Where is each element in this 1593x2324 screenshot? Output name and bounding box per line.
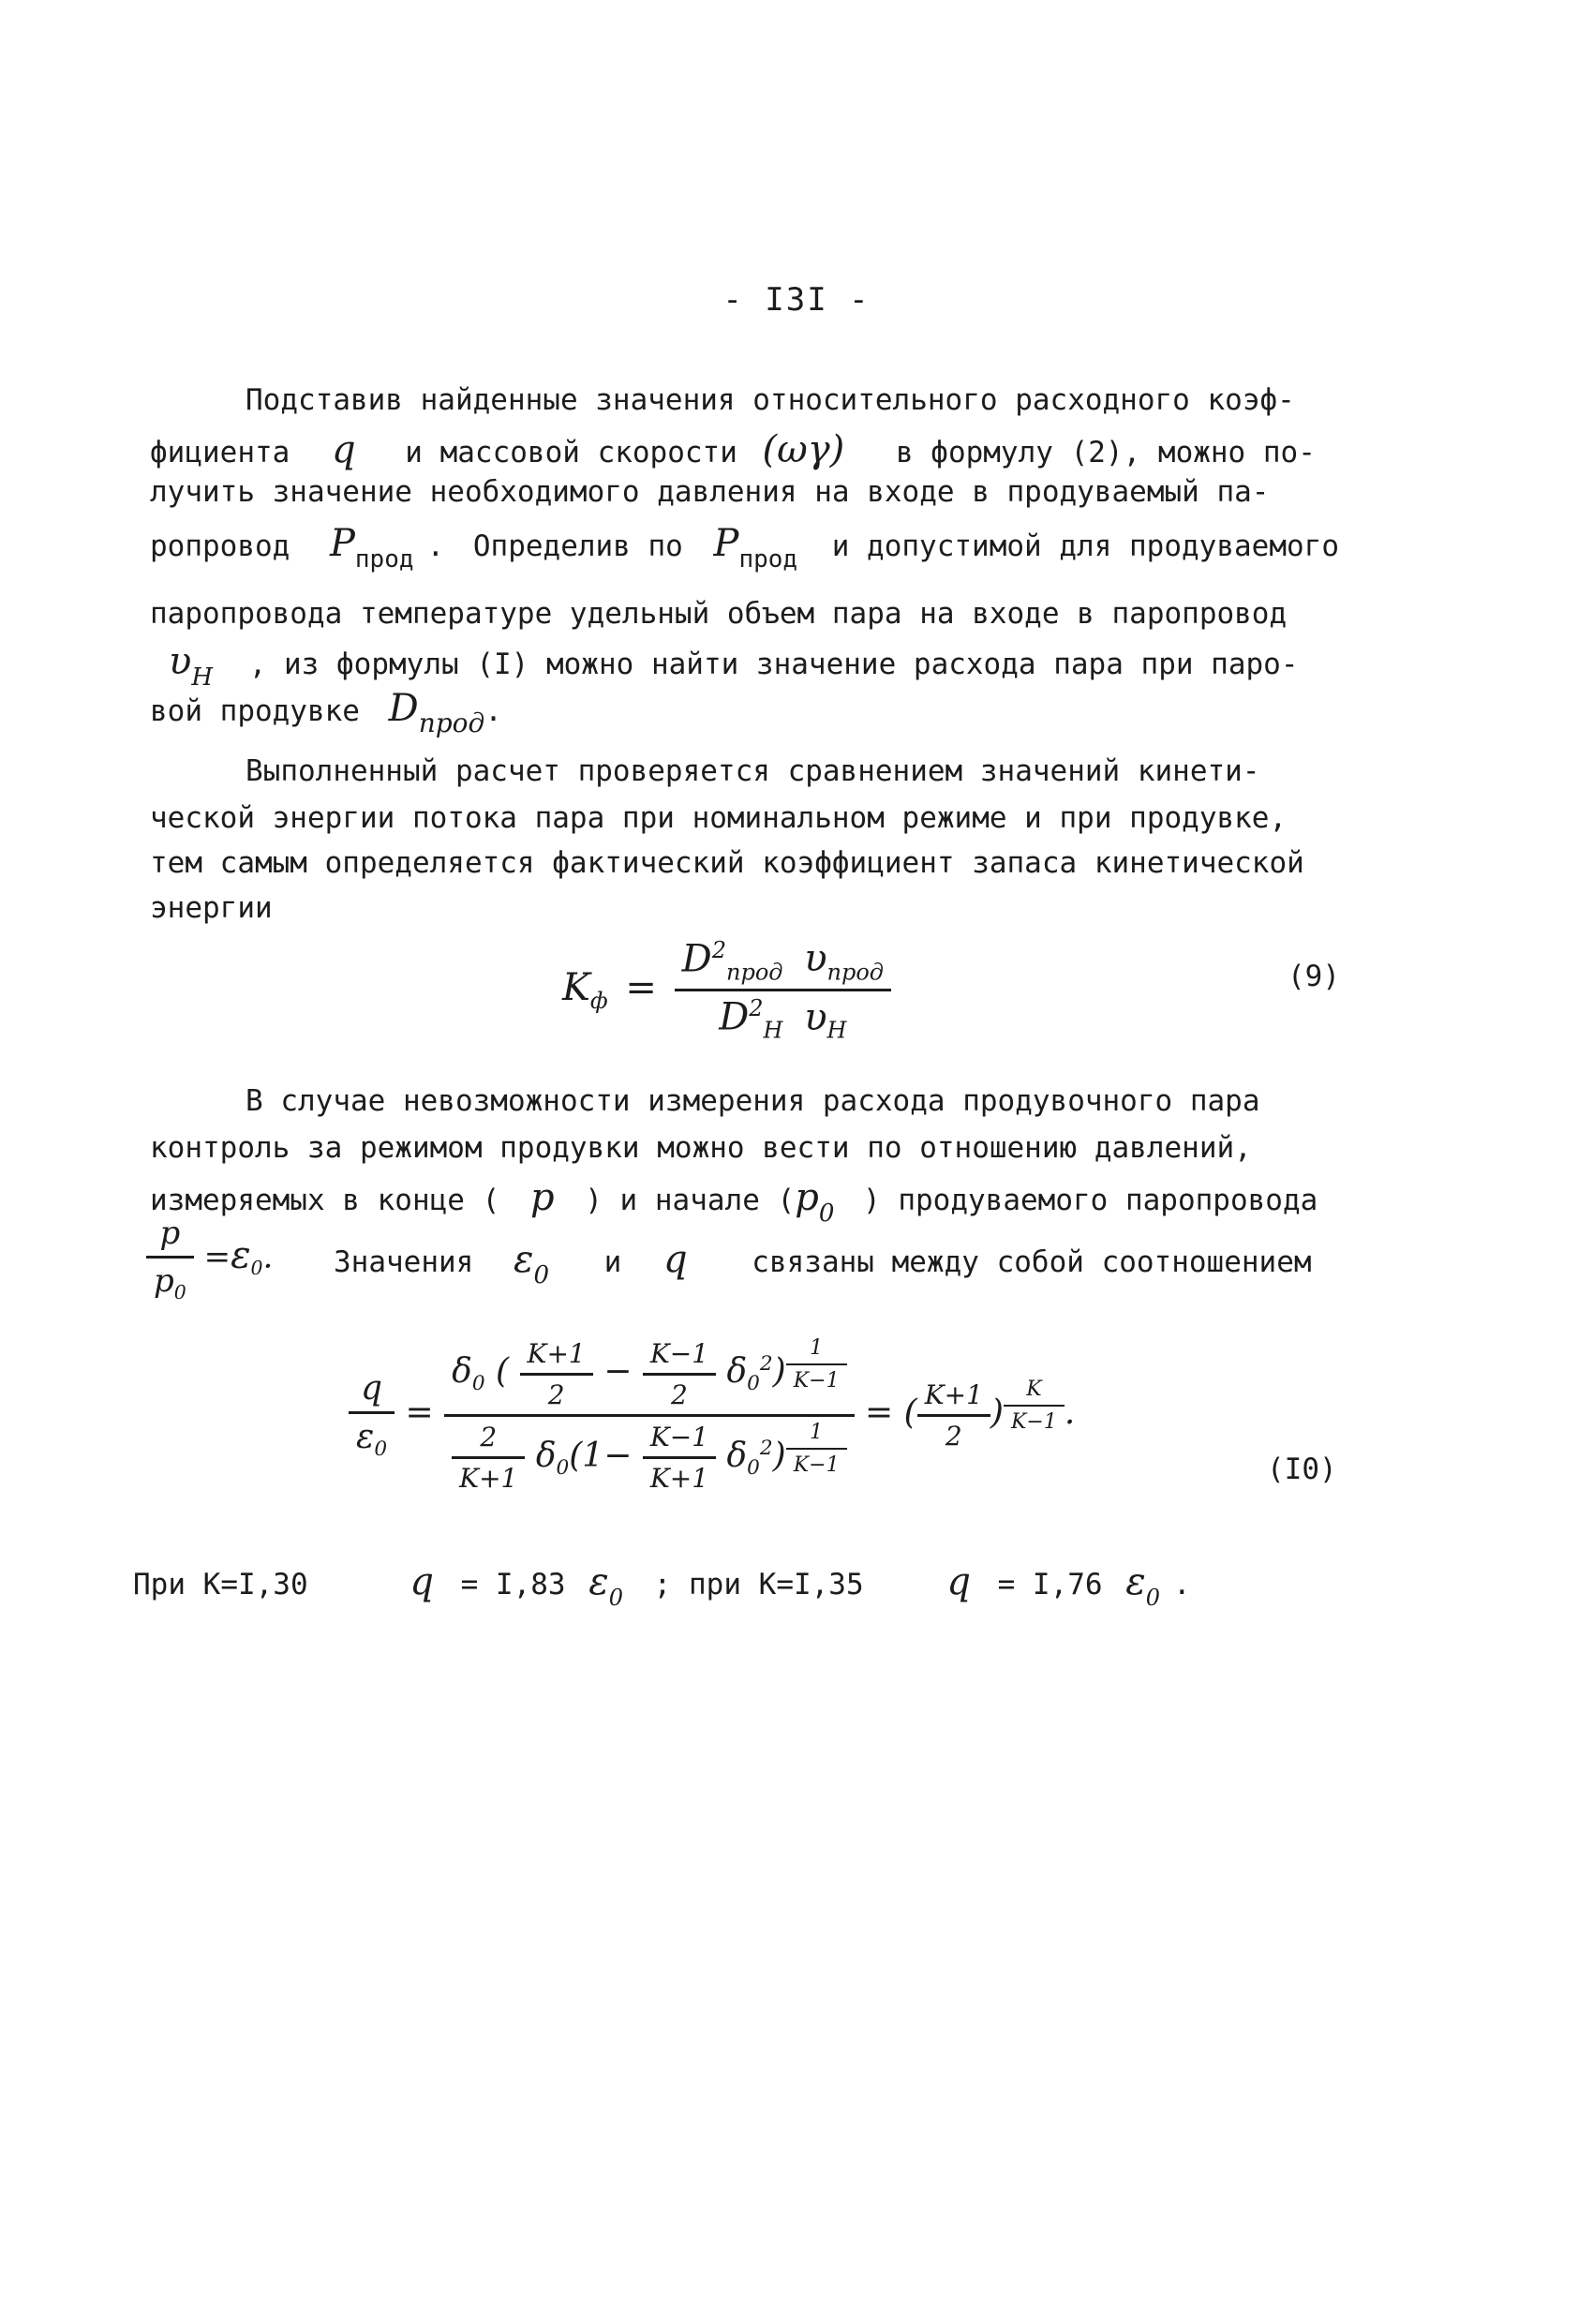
- p1-line4-b: Определив по: [472, 529, 683, 563]
- ratio-den: p: [154, 1262, 174, 1300]
- p2-line4: энергии: [150, 891, 273, 925]
- p3-line4-c: связаны между собой соотношением: [752, 1245, 1312, 1279]
- final-q2: q: [946, 1560, 971, 1603]
- p2-line1: Выполненный расчет проверяется сравнением значений кинети-: [246, 754, 1260, 788]
- eq10-lhs: [349, 1369, 395, 1461]
- p3-line3-a: измеряемых в конце (: [150, 1184, 500, 1217]
- p3-line2: контроль за режимом продувки можно вести по отношению давлений,: [150, 1131, 1252, 1165]
- math-v: υ: [169, 640, 192, 683]
- math-eps: ε: [513, 1238, 534, 1281]
- p1-line4: ропровод $P_{прод}$ . Определив по $P_{прод}$ и допустимой для продуваемого: [150, 522, 1339, 574]
- equation-10: $\frac{q}{\varepsilon_0}$ = $\delta_0$ ( $\frac{K+1}{2}$ − $\frac{K-1}{2}$ $\delta_0^2$) $^{\frac{1}{K-1}}$ $\frac{2}{K+1}$ $\delta_0(1-$ $\frac{K-1}{K+1}$ $\delta_0^2$) $^{\frac{1}{K-1}}$ = ( $\frac{K+1}{2}$ ) $^{\frac{K}{K-1}}$ .: [349, 1336, 1075, 1494]
- final-q1: q: [409, 1560, 434, 1603]
- final-eps1-sub: 0: [608, 1585, 623, 1611]
- math-p0: p: [795, 1176, 819, 1219]
- math-P-sub: прод: [354, 545, 414, 574]
- ratio-num: p: [159, 1214, 181, 1252]
- p1-line2-b: и массовой скорости: [405, 436, 737, 469]
- page-number: - I3I -: [722, 281, 871, 319]
- eq9-den-D-sub: Н: [763, 1017, 783, 1044]
- math-q: q: [331, 428, 356, 471]
- eq9-num-v-sub: прод: [826, 959, 885, 986]
- eq9-den-v: υ: [804, 995, 827, 1039]
- eq9-den-v-sub: Н: [826, 1017, 847, 1044]
- p1-line7: вой продувке Dпрод.: [150, 687, 502, 738]
- p1-line2-a: фициента: [150, 436, 290, 469]
- p3-line3-c: ) продуваемого паропровода: [863, 1184, 1318, 1217]
- ratio-p-p0: $\frac{p}{p_0}$ $=\varepsilon_0$.: [146, 1214, 273, 1304]
- ratio-den-sub: 0: [173, 1280, 186, 1304]
- final-d: = I,76: [997, 1568, 1103, 1601]
- p3-line4-b: и: [603, 1245, 622, 1279]
- final-a: При К=I,30: [133, 1568, 308, 1601]
- p1-line3: лучить значение необходимого давления на входе в продуваемый па-: [150, 475, 1270, 509]
- eq10-lhs-q: q: [361, 1368, 383, 1408]
- eq10-num-delta-sub: 0: [471, 1372, 485, 1396]
- p2-line2: ческой энергии потока пара при номинальном режиме и при продувке,: [150, 801, 1288, 835]
- p1-line7-a: вой продувке: [150, 694, 360, 728]
- ratio-eps: ε: [231, 1233, 251, 1277]
- p1-line2-c: в формулу (2), можно по-: [895, 436, 1316, 469]
- p1-line4-c: и допустимой для продуваемого: [831, 529, 1339, 563]
- eq10-lhs-eps: ε: [356, 1417, 375, 1456]
- p1-line6: [150, 640, 1299, 692]
- eq9-num-D-sub: прод: [726, 959, 783, 986]
- math-D: D: [388, 687, 419, 730]
- eq9-den-D: D: [719, 995, 750, 1039]
- ratio-eps-sub: 0: [250, 1257, 263, 1280]
- p1-line6-a: , из формулы (I) можно найти значение расхода пара при паро-: [248, 648, 1299, 681]
- eq9-num-D: D: [681, 937, 712, 981]
- p3-line4: [334, 1238, 1312, 1289]
- math-P2-sub: прод: [738, 545, 798, 574]
- p2-line3: тем самым определяется фактический коэффициент запаса кинетической: [150, 846, 1304, 880]
- p3-line3: [150, 1176, 1318, 1228]
- math-q2: q: [663, 1238, 688, 1281]
- math-D-sub: прод: [418, 708, 485, 738]
- eq9-K-sub: ф: [589, 987, 608, 1014]
- final-eps1: ε: [588, 1560, 609, 1603]
- final-c: ; при К=I,35: [653, 1568, 864, 1601]
- final-line: При К=I,30 q = I,83 $\varepsilon_0$ ; при К=I,35 q = I,76 $\varepsilon_0$ .: [133, 1560, 1191, 1611]
- math-v-sub: Н: [191, 663, 214, 692]
- final-eps2-sub: 0: [1145, 1585, 1160, 1611]
- equation-10-number: (I0): [1267, 1452, 1337, 1486]
- math-eps-sub: 0: [533, 1261, 549, 1289]
- math-p: p: [529, 1176, 555, 1219]
- final-b: = I,83: [460, 1568, 566, 1601]
- math-p0-sub: 0: [818, 1199, 835, 1228]
- eq9-K: K: [562, 965, 590, 1009]
- math-omega-gamma: (ωγ): [762, 428, 845, 471]
- equation-9-number: (9): [1288, 960, 1340, 993]
- ratio-fraction: [146, 1214, 194, 1304]
- eq10-lhs-eps-sub: 0: [374, 1438, 388, 1462]
- p1-line4-a: ропровод: [150, 529, 290, 563]
- p1-line5: паропровода температуре удельный объем пара на входе в паропровод: [150, 597, 1288, 631]
- math-P2: P: [713, 522, 739, 565]
- p1-line1: Подставив найденные значения относительного расходного коэф-: [246, 383, 1295, 417]
- eq9-fraction: $\frac{D^2_{прод} \upsilon_{прод}}{D^2_Н \upsilon_Н}$: [675, 937, 891, 1044]
- final-eps2: ε: [1125, 1560, 1146, 1603]
- eq9-num-v: υ: [804, 937, 827, 981]
- math-P: P: [329, 522, 355, 565]
- p3-line3-b: ) и начале (: [585, 1184, 796, 1217]
- eq10-num-delta: δ: [452, 1352, 472, 1391]
- p3-line1: В случае невозможности измерения расхода продувочного пара: [246, 1084, 1260, 1118]
- p3-line4-a: Значения: [334, 1245, 474, 1279]
- eq10-middle: $\delta_0$ ( $\frac{K+1}{2}$ − $\frac{K-1}{2}$ $\delta_0^2$) $^{\frac{1}{K-1}}$ $\frac{2}{K+1}$ $\delta_0(1-$ $\frac{K-1}{K+1}$ $\delta_0^2$) $^{\frac{1}{K-1}}$: [444, 1336, 854, 1494]
- equation-9: $K_ф$ = $\frac{D^2_{прод} \upsilon_{прод}}{D^2_Н \upsilon_Н}$: [562, 937, 891, 1044]
- p1-line2: [150, 428, 1316, 471]
